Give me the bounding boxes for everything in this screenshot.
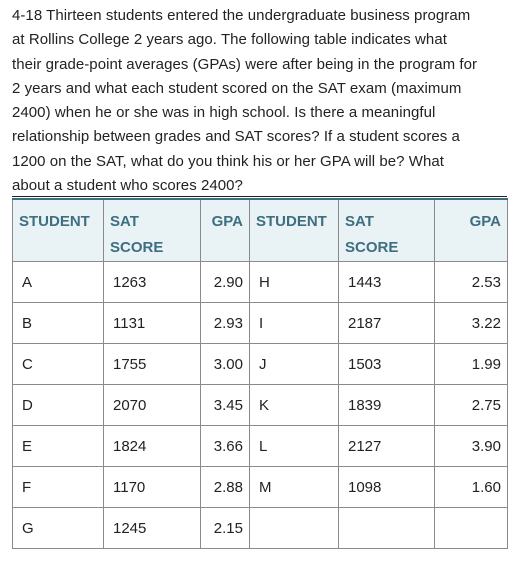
sat-score-cell: 1824 (104, 426, 201, 467)
sat-score-cell: 1245 (104, 508, 201, 549)
problem-line: relationship between grades and SAT scores? If a student scores a (12, 128, 460, 146)
sat-score-cell: 1263 (104, 262, 201, 303)
table-row (13, 344, 508, 385)
header-sat-score (339, 199, 435, 262)
gpa-cell: 1.60 (435, 467, 508, 508)
student-cell: G (13, 508, 104, 549)
gpa-cell: 2.75 (435, 385, 508, 426)
header-student: STUDENT (250, 199, 339, 262)
gpa-cell: 2.88 (201, 467, 250, 508)
header-sat-line2: SCORE (345, 239, 399, 256)
student-cell: C (13, 344, 104, 385)
gpa-cell: 3.45 (201, 385, 250, 426)
table-row (13, 508, 508, 549)
problem-line: 2400) when he or she was in high school. Is there a meaningful (12, 104, 436, 122)
gpa-cell: 2.53 (435, 262, 508, 303)
problem-line: 2 years and what each student scored on the SAT exam (maximum (12, 79, 462, 97)
header-sat-line1: SAT (345, 213, 374, 230)
problem-line: 1200 on the SAT, what do you think his or her GPA will be? What (12, 152, 444, 170)
table-body (13, 262, 508, 549)
table-row (13, 426, 508, 467)
header-student: STUDENT (13, 199, 104, 262)
gpa-cell: 3.00 (201, 344, 250, 385)
student-cell: B (13, 303, 104, 344)
header-gpa: GPA (435, 199, 508, 262)
student-cell: F (13, 467, 104, 508)
gpa-cell: 2.90 (201, 262, 250, 303)
gpa-cell: 1.99 (435, 344, 508, 385)
sat-score-cell: 2127 (339, 426, 435, 467)
sat-score-cell (339, 508, 435, 549)
student-cell: J (250, 344, 339, 385)
gpa-cell: 3.66 (201, 426, 250, 467)
header-row (13, 199, 508, 262)
student-cell: E (13, 426, 104, 467)
gpa-cell (435, 508, 508, 549)
student-cell: A (13, 262, 104, 303)
student-cell: M (250, 467, 339, 508)
header-gpa: GPA (201, 199, 250, 262)
sat-score-cell: 1098 (339, 467, 435, 508)
student-cell: D (13, 385, 104, 426)
header-sat-score (104, 199, 201, 262)
table-row (13, 303, 508, 344)
table-row (13, 385, 508, 426)
student-cell (250, 508, 339, 549)
sat-score-cell: 1443 (339, 262, 435, 303)
sat-score-cell: 2070 (104, 385, 201, 426)
table-row (13, 467, 508, 508)
problem-line: about a student who scores 2400? (12, 177, 243, 195)
table-row (13, 262, 508, 303)
gpa-cell: 2.15 (201, 508, 250, 549)
student-cell: K (250, 385, 339, 426)
sat-gpa-table (12, 198, 508, 549)
student-cell: L (250, 426, 339, 467)
sat-score-cell: 1170 (104, 467, 201, 508)
divider (12, 196, 507, 197)
sat-score-cell: 1839 (339, 385, 435, 426)
problem-line: 4-18 Thirteen students entered the undergraduate business program (12, 7, 471, 24)
gpa-cell: 3.90 (435, 426, 508, 467)
problem-statement (12, 4, 508, 198)
sat-score-cell: 1131 (104, 303, 201, 344)
sat-score-cell: 1503 (339, 344, 435, 385)
student-cell: H (250, 262, 339, 303)
header-sat-line1: SAT (110, 213, 139, 230)
gpa-cell: 3.22 (435, 303, 508, 344)
sat-score-cell: 1755 (104, 344, 201, 385)
problem-line: at Rollins College 2 years ago. The following table indicates what (12, 31, 447, 49)
problem-line: their grade-point averages (GPAs) were after being in the program for (12, 55, 478, 73)
gpa-cell: 2.93 (201, 303, 250, 344)
sat-score-cell: 2187 (339, 303, 435, 344)
student-cell: I (250, 303, 339, 344)
header-sat-line2: SCORE (110, 239, 164, 256)
table-header (13, 199, 508, 262)
